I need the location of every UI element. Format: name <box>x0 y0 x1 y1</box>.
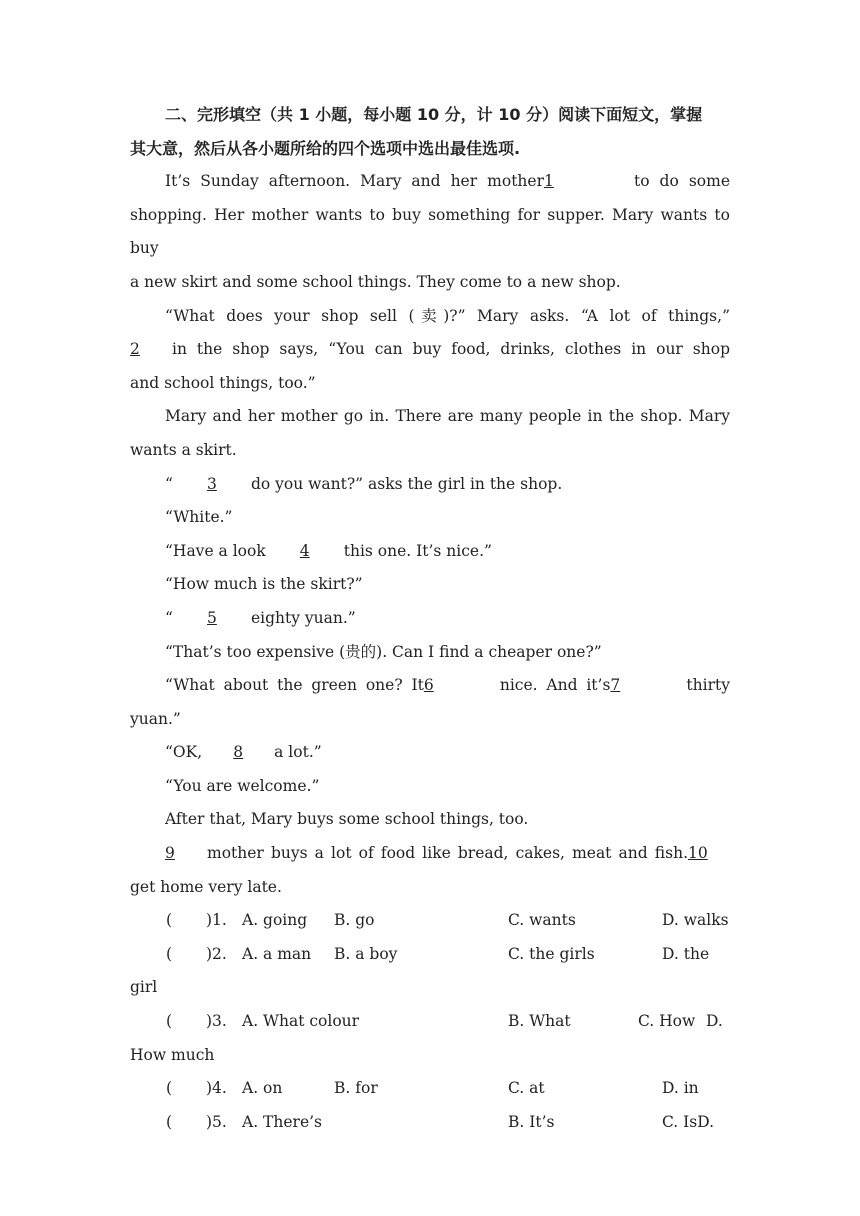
question-row <box>130 1005 730 1039</box>
option-a[interactable]: A. on <box>242 1079 283 1098</box>
passage-line: “How much is the skirt?” <box>165 575 363 594</box>
question-number: )2. <box>206 944 227 963</box>
answer-paren[interactable]: ( <box>166 1012 173 1031</box>
blank-10[interactable]: 10 <box>688 844 708 863</box>
passage-line: “You are welcome.” <box>165 776 320 795</box>
answer-paren[interactable]: ( <box>166 911 173 930</box>
blank-4[interactable]: 4 <box>299 541 310 560</box>
passage-line: “White.” <box>165 508 233 527</box>
question-number: )5. <box>206 1112 227 1131</box>
passage-line: 2 in the shop says, “You can buy food, drinks, clothes in our shop <box>130 333 730 367</box>
answer-paren[interactable]: ( <box>166 944 173 963</box>
question-number: )3. <box>206 1012 227 1031</box>
option-d[interactable]: D. walks <box>662 911 729 930</box>
blank-5[interactable]: 5 <box>207 608 217 627</box>
option-wrap: girl <box>130 978 158 997</box>
option-b[interactable]: B. What <box>508 1012 571 1031</box>
passage-line: 9 mother buys a lot of food like bread, cakes, meat and fish.10 <box>130 837 730 871</box>
option-a[interactable]: A. going <box>242 911 308 930</box>
section-heading-line-2: 其大意，然后从各小题所给的四个选项中选出最佳选项. <box>130 138 521 158</box>
question-number: )1. <box>206 911 227 930</box>
blank-9[interactable]: 9 <box>165 844 175 863</box>
option-b[interactable]: B. go <box>334 911 375 930</box>
passage-line: a new skirt and some school things. They come to a new shop. <box>130 272 621 291</box>
question-row <box>130 938 730 972</box>
passage-line: Mary and her mother go in. There are many people in the shop. Mary <box>165 407 730 426</box>
passage-line: After that, Mary buys some school things, too. <box>165 810 529 829</box>
answer-paren[interactable]: ( <box>166 1079 173 1098</box>
option-a[interactable]: A. There’s <box>242 1112 323 1131</box>
option-a[interactable]: A. a man <box>242 944 312 963</box>
option-b[interactable]: B. a boy <box>334 944 398 963</box>
blank-6[interactable]: 6 <box>423 676 434 695</box>
option-b[interactable]: B. for <box>334 1079 378 1098</box>
option-c[interactable]: C. How <box>638 1012 696 1031</box>
option-d[interactable]: D. in <box>662 1079 699 1098</box>
passage-line: and school things, too.” <box>130 373 316 392</box>
question-row <box>130 1072 730 1106</box>
section-heading-line-1: 二、完形填空（共 1 小题，每小题 10 分，计 10 分）阅读下面短文，掌握 <box>165 105 703 124</box>
option-b[interactable]: B. It’s <box>508 1112 555 1131</box>
question-number: )4. <box>206 1079 227 1098</box>
option-d[interactable]: D. the <box>662 944 710 963</box>
document-page <box>130 98 730 1139</box>
answer-paren[interactable]: ( <box>166 1112 173 1131</box>
passage-line: “What about the green one? It6 nice. And it’s7 thirty <box>130 669 730 703</box>
blank-2[interactable]: 2 <box>130 340 140 359</box>
passage-line: “That’s too expensive (贵的). Can I find a cheaper one?” <box>165 642 602 661</box>
passage-line: It’s Sunday afternoon. Mary and her mother1 to do some <box>130 165 730 199</box>
passage-line: shopping. Her mother wants to buy something for supper. Mary wants to buy <box>130 205 730 258</box>
blank-8[interactable]: 8 <box>233 743 244 762</box>
option-c[interactable]: C. at <box>508 1079 545 1098</box>
question-row <box>130 1106 730 1140</box>
option-wrap: How much <box>130 1045 215 1064</box>
blank-1[interactable]: 1 <box>543 172 554 191</box>
passage-line: wants a skirt. <box>130 440 237 459</box>
option-a[interactable]: A. What colour <box>242 1012 360 1031</box>
passage-line: “ 3 do you want?” asks the girl in the shop. <box>130 468 730 502</box>
blank-7[interactable]: 7 <box>610 676 621 695</box>
passage-line: “Have a look 4 this one. It’s nice.” <box>130 535 730 569</box>
passage-line: “OK, 8 a lot.” <box>130 736 730 770</box>
blank-3[interactable]: 3 <box>207 474 217 493</box>
passage-line: yuan.” <box>130 709 181 728</box>
passage-line: “ 5 eighty yuan.” <box>130 602 730 636</box>
option-d[interactable]: D. <box>706 1012 723 1031</box>
passage-line: get home very late. <box>130 877 282 896</box>
option-c[interactable]: C. IsD. <box>662 1112 715 1131</box>
question-row <box>130 904 730 938</box>
option-c[interactable]: C. the girls <box>508 944 595 963</box>
option-c[interactable]: C. wants <box>508 911 576 930</box>
passage-line: “What does your shop sell (卖)?” Mary asks. “A lot of things,” <box>165 306 730 325</box>
